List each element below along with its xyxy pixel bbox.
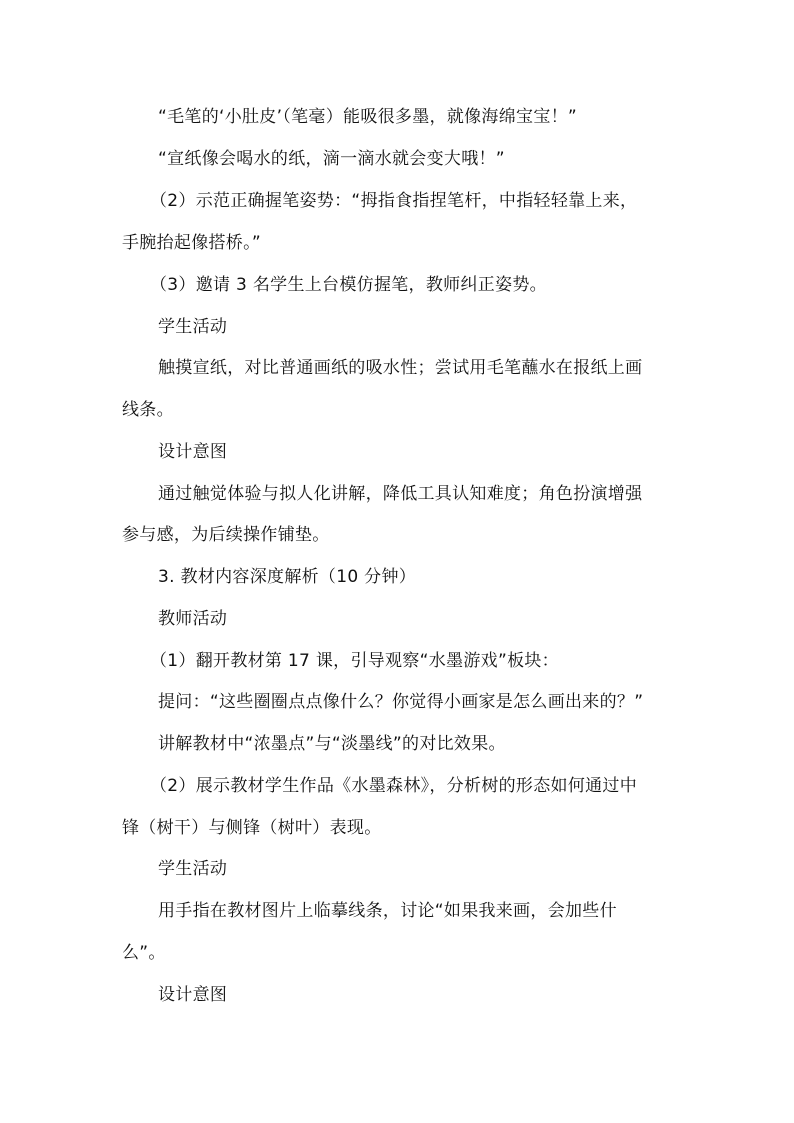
design-intent-text: 通过触觉体验与拟人化讲解，降低工具认知难度；角色扮演增强 — [158, 484, 643, 504]
question-line: 提问：“这些圈圈点点像什么？你觉得小画家是怎么画出来的？” — [158, 692, 644, 712]
section-heading-student-activity-2: 学生活动 — [158, 859, 228, 879]
student-activity-text: 触摸宣纸，对比普通画纸的吸水性；尝试用毛笔蘸水在报纸上画 — [158, 358, 643, 378]
teacher-step-2-continuation: 锋（树干）与侧锋（树叶）表现。 — [122, 818, 382, 838]
student-activity-2-continuation: 么”。 — [122, 943, 166, 963]
explanation-line: 讲解教材中“浓墨点”与“淡墨线”的对比效果。 — [158, 734, 506, 754]
section-heading-teacher-activity: 教师活动 — [158, 609, 228, 629]
step-3-line: （3）邀请 3 名学生上台模仿握笔，教师纠正姿势。 — [150, 275, 547, 295]
quote-line-paper: “宣纸像会喝水的纸，滴一滴水就会变大哦！” — [158, 149, 505, 169]
teacher-step-2-line: （2）展示教材学生作品《水墨森林》，分析树的形态如何通过中 — [150, 776, 638, 796]
step-2-line: （2）示范正确握笔姿势：“拇指食指捏笔杆，中指轻轻靠上来， — [150, 191, 638, 211]
section-heading-student-activity: 学生活动 — [158, 317, 228, 337]
section-heading-design-intent: 设计意图 — [158, 442, 228, 462]
student-activity-continuation: 线条。 — [122, 400, 174, 420]
student-activity-2-text: 用手指在教材图片上临摹线条，讨论“如果我来画，会加些什 — [158, 901, 617, 921]
section-heading-design-intent-2: 设计意图 — [158, 985, 228, 1005]
teacher-step-1-line: （1）翻开教材第 17 课，引导观察“水墨游戏”板块： — [150, 651, 559, 671]
section-title-textbook-analysis: 3. 教材内容深度解析（10 分钟） — [158, 567, 417, 587]
design-intent-continuation: 参与感，为后续操作铺垫。 — [122, 525, 330, 545]
step-2-continuation: 手腕抬起像搭桥。” — [122, 233, 262, 253]
quote-line-brush: “毛笔的‘小肚皮’（笔毫）能吸很多墨，就像海绵宝宝！” — [158, 107, 578, 127]
